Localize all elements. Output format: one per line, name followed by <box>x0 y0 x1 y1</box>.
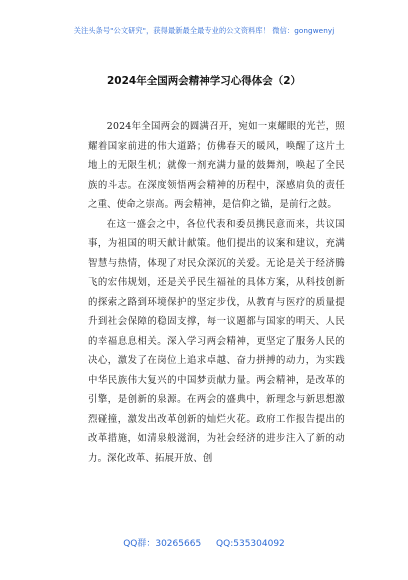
footer-contact <box>0 536 408 549</box>
paragraph: 2024年全国两会的圆满召开，宛如一束耀眼的光芒，照耀着国家前进的伟大道路；仿佛春天的暖风，唤醒了这片土地上的无限生机；就像一剂充满力量的鼓舞剂，唤起了全民族的斗志。在深度领悟两会精神的历程中，深感肩负的责任之重、使命之崇高。两会精神，是信仰之锚，是前行之鼓。 <box>88 121 345 210</box>
paragraph: 在这一盛会之中，各位代表和委员携民意而来，共议国事，为祖国的明天献计献策。他们提出的议案和建议，充满智慧与热情，体现了对民众深沉的关爱。无论是关于经济腾飞的宏伟规划，还是关乎民生福祉的具体方案，从科技创新的探索之路到环境保护的坚定步伐，从教育与医疗的质量提升到社会保障的稳固支撑，每一议题都与国家的明天、人民的幸福息息相关。深入学习两会精神，更坚定了服务人民的决心，激发了在岗位上追求卓越、奋力拼搏的动力，为实践中华民族伟大复兴的中国梦贡献力量。两会精神，是改革的引擎，是创新的泉源。在两会的盛典中，新理念与新思想激烈碰撞，激发出改革创新的灿烂火花。政府工作报告提出的改革措施，如清泉般滋润，为社会经济的进步注入了新的动力。深化改革、拓展开放、创 <box>88 218 345 464</box>
footer-qq-group: QQ群：30265665 <box>123 539 202 549</box>
footer-qq: QQ:535304092 <box>216 539 285 549</box>
header-promo-note: 关注头条号"公文研究"，获得最新最全最专业的公文资料库！ 微信：gongwenyj <box>73 26 335 35</box>
document-body <box>88 117 345 468</box>
document-title: 2024年全国两会精神学习心得体会（2） <box>106 75 302 87</box>
